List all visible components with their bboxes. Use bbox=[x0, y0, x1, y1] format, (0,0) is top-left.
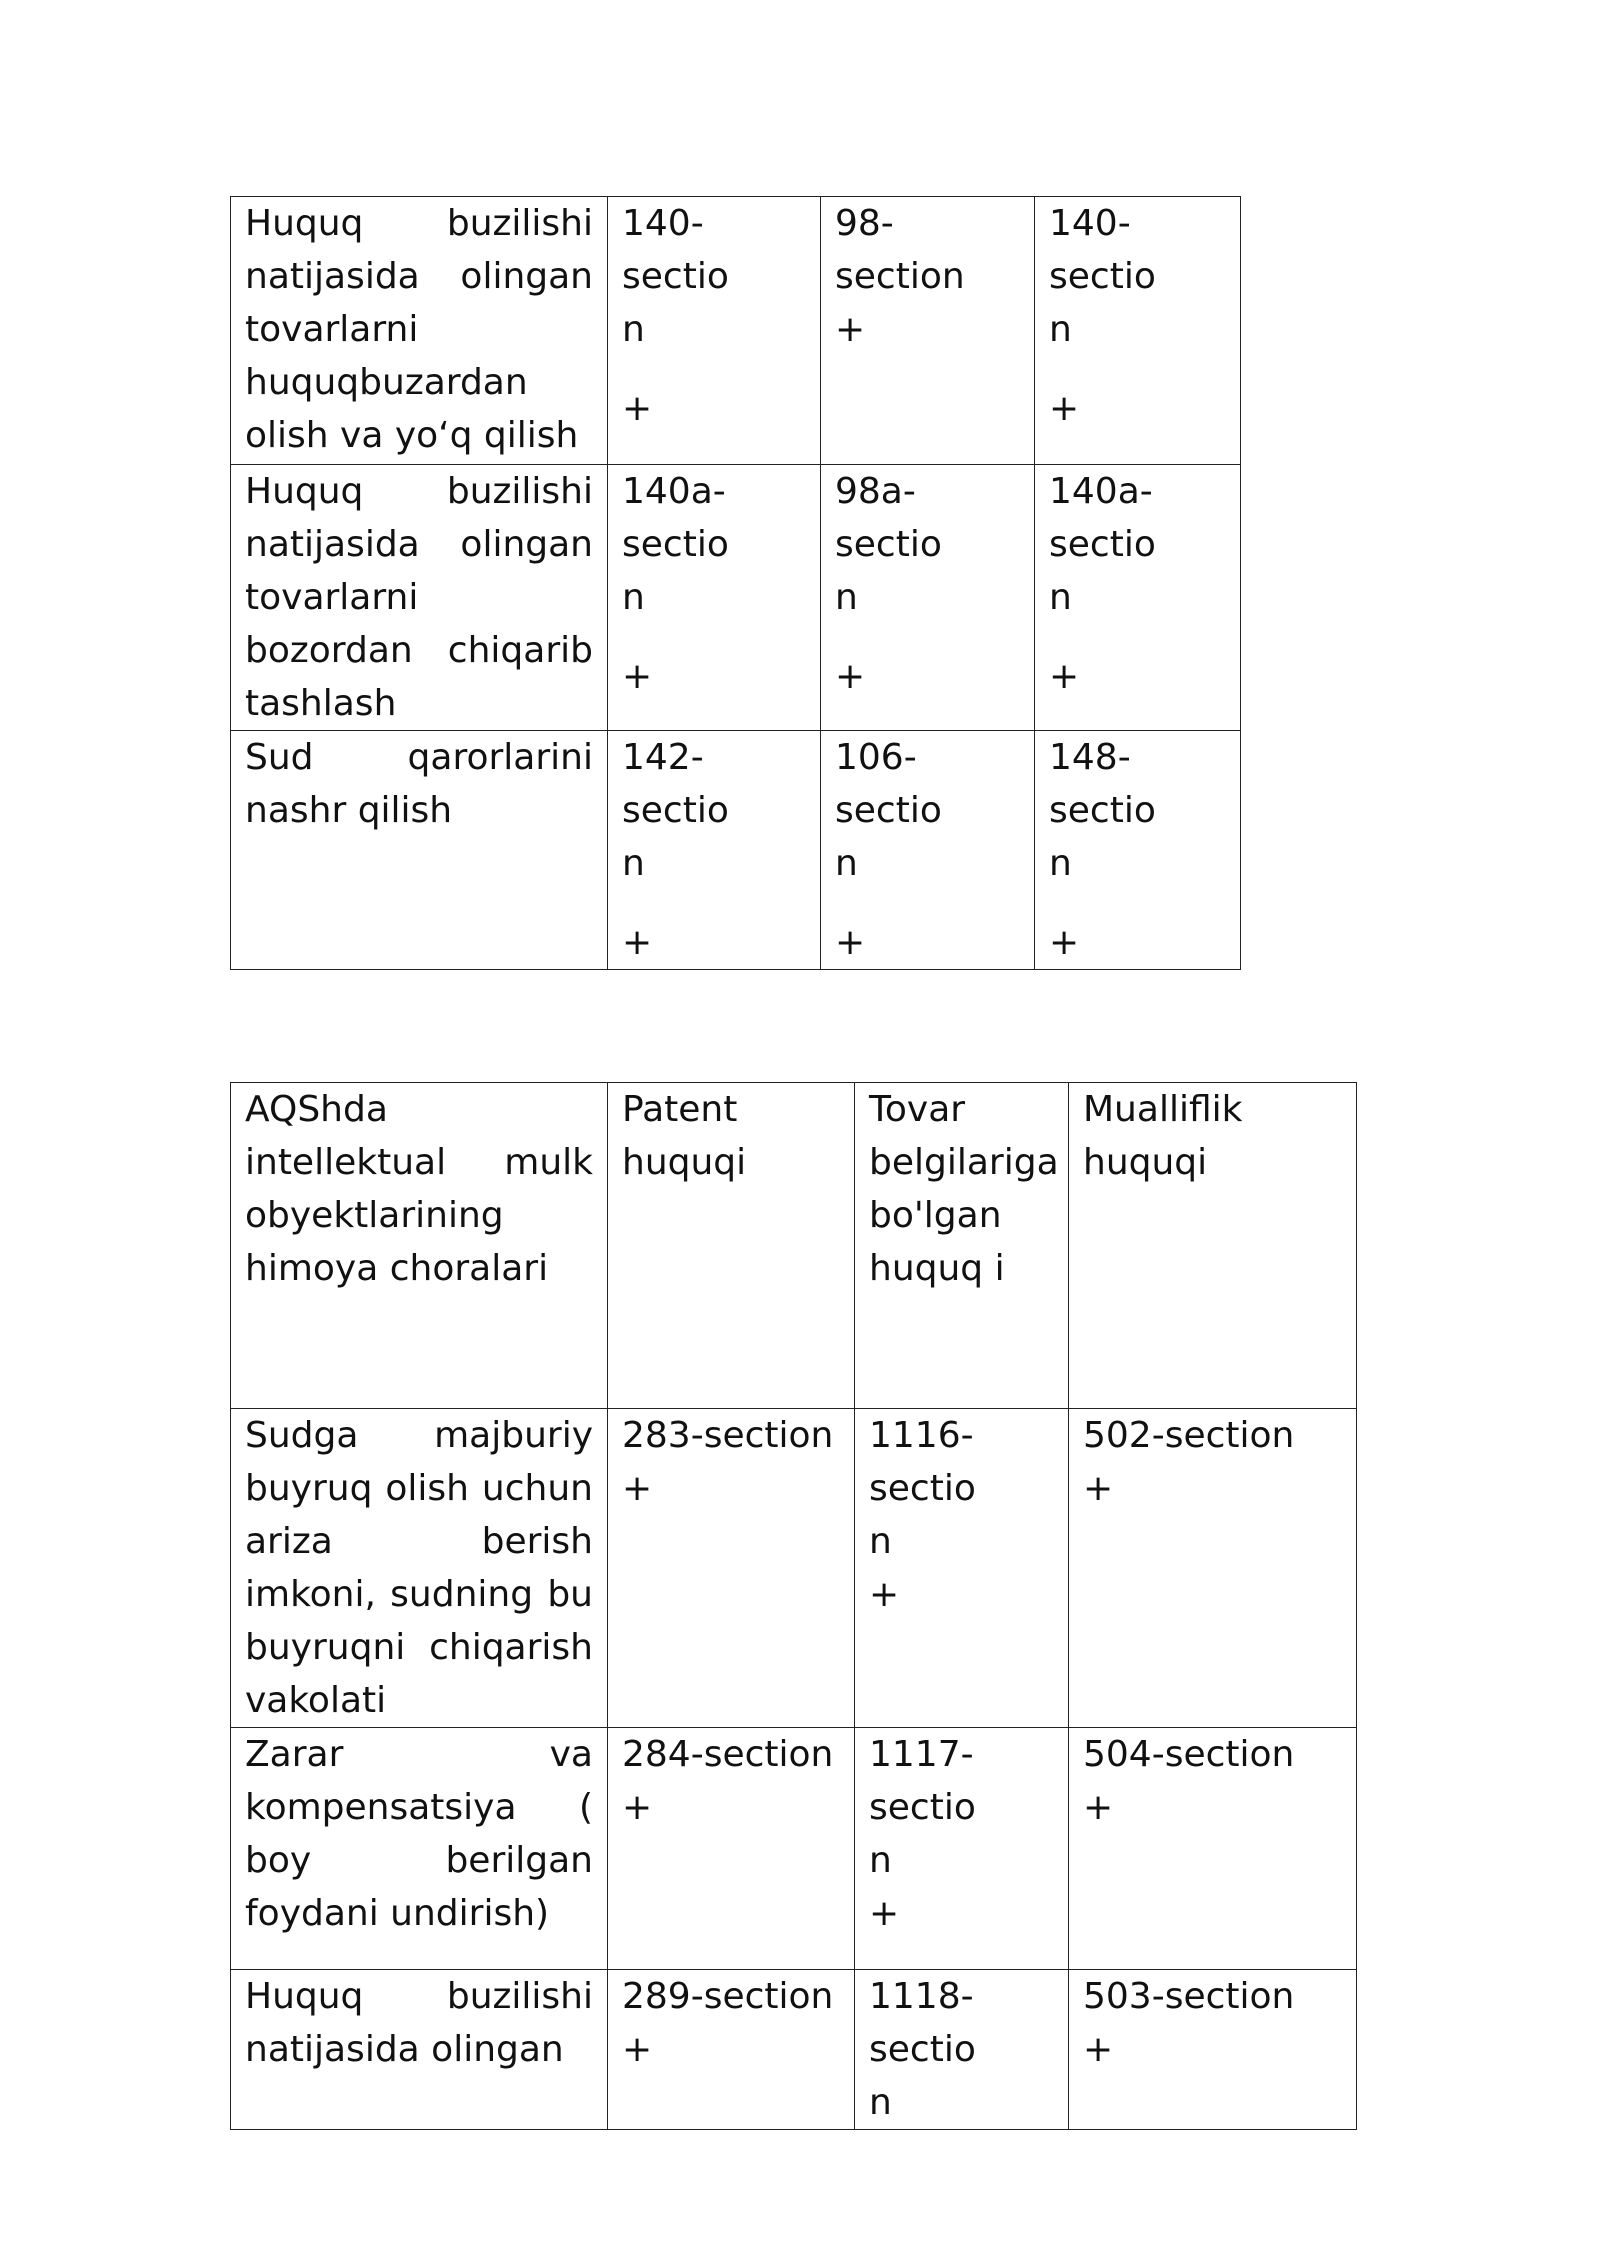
section-cell bbox=[1069, 1728, 1357, 1970]
section-cell bbox=[1035, 197, 1241, 465]
row-label: Sud qarorlarini nashr qilish bbox=[231, 731, 608, 970]
section-ref: 502-section bbox=[1083, 1415, 1295, 1456]
plus-mark: + bbox=[1083, 1468, 1114, 1509]
section-cell bbox=[608, 1409, 855, 1728]
section-cell bbox=[608, 197, 821, 465]
plus-mark: + bbox=[622, 656, 653, 697]
plus-mark: + bbox=[622, 1787, 653, 1828]
section-ref: 106-section bbox=[835, 737, 942, 884]
row-label: Huquq buzilishi natijasida olingan tovarlarni bozordan chiqarib tashlash bbox=[231, 465, 608, 731]
section-cell bbox=[821, 731, 1035, 970]
row-label: Huquq buzilishi natijasida olingan tovarlarni huquqbuzardan olish va yo‘q qilish bbox=[231, 197, 608, 465]
table-row bbox=[231, 1728, 1357, 1970]
plus-mark: + bbox=[835, 309, 866, 350]
remedies-table-1 bbox=[230, 196, 1241, 970]
section-cell bbox=[608, 731, 821, 970]
section-ref: 283-section bbox=[622, 1415, 834, 1456]
section-cell bbox=[821, 465, 1035, 731]
plus-mark: + bbox=[1049, 388, 1080, 429]
section-cell bbox=[821, 197, 1035, 465]
section-ref: 284-section bbox=[622, 1734, 834, 1775]
table-row bbox=[231, 197, 1241, 465]
section-ref: 98-section bbox=[835, 203, 965, 297]
section-ref: 504-section bbox=[1083, 1734, 1295, 1775]
plus-mark: + bbox=[869, 1574, 900, 1615]
row-label: Sudga majburiy buyruq olish uchun ariza berish imkoni, sudning bu buyruqni chiqarish vakolati bbox=[231, 1409, 608, 1728]
table-row bbox=[231, 465, 1241, 731]
table-row bbox=[231, 731, 1241, 970]
plus-mark: + bbox=[835, 656, 866, 697]
section-ref: 1118-section bbox=[869, 1976, 976, 2123]
section-cell bbox=[608, 1728, 855, 1970]
row-label: Zarar va kompensatsiya ( boy berilgan foydani undirish) bbox=[231, 1728, 608, 1970]
section-cell bbox=[1035, 731, 1241, 970]
table-row bbox=[231, 1409, 1357, 1728]
section-ref: 1116-section bbox=[869, 1415, 976, 1562]
plus-mark: + bbox=[835, 922, 866, 963]
header-copyright bbox=[1069, 1083, 1357, 1409]
section-ref: 142-section bbox=[622, 737, 729, 884]
section-ref: 503-section bbox=[1083, 1976, 1295, 2017]
section-cell bbox=[1069, 1970, 1357, 2130]
section-cell bbox=[855, 1409, 1069, 1728]
section-ref: 98a-section bbox=[835, 471, 942, 618]
header-label: AQShda intellektual mulk obyektlarining himoya choralari bbox=[231, 1083, 608, 1409]
header-patent bbox=[608, 1083, 855, 1409]
section-cell bbox=[1069, 1409, 1357, 1728]
plus-mark: + bbox=[1049, 922, 1080, 963]
section-ref: 1117-section bbox=[869, 1734, 976, 1881]
section-ref: 140-section bbox=[622, 203, 729, 350]
plus-mark: + bbox=[869, 1893, 900, 1934]
section-cell bbox=[608, 465, 821, 731]
plus-mark: + bbox=[622, 2029, 653, 2070]
section-cell bbox=[1035, 465, 1241, 731]
plus-mark: + bbox=[1049, 656, 1080, 697]
section-ref: 140-section bbox=[1049, 203, 1156, 350]
plus-mark: + bbox=[1083, 1787, 1114, 1828]
column-header: Patent huquqi bbox=[622, 1089, 747, 1183]
plus-mark: + bbox=[622, 1468, 653, 1509]
section-ref: 289-section bbox=[622, 1976, 834, 2017]
table-row bbox=[231, 1970, 1357, 2130]
section-cell bbox=[855, 1970, 1069, 2130]
remedies-table-usa bbox=[230, 1082, 1357, 2130]
column-header: Mualliflik huquqi bbox=[1083, 1089, 1243, 1183]
section-cell bbox=[608, 1970, 855, 2130]
row-label: Huquq buzilishi natijasida olingan bbox=[231, 1970, 608, 2130]
column-header: Tovar belgilariga bo'lgan huquq i bbox=[869, 1089, 1059, 1289]
section-ref: 140a-section bbox=[1049, 471, 1156, 618]
section-ref: 140a-section bbox=[622, 471, 729, 618]
plus-mark: + bbox=[622, 922, 653, 963]
plus-mark: + bbox=[622, 388, 653, 429]
section-ref: 148-section bbox=[1049, 737, 1156, 884]
section-cell bbox=[855, 1728, 1069, 1970]
table-header-row bbox=[231, 1083, 1357, 1409]
header-trademark bbox=[855, 1083, 1069, 1409]
plus-mark: + bbox=[1083, 2029, 1114, 2070]
